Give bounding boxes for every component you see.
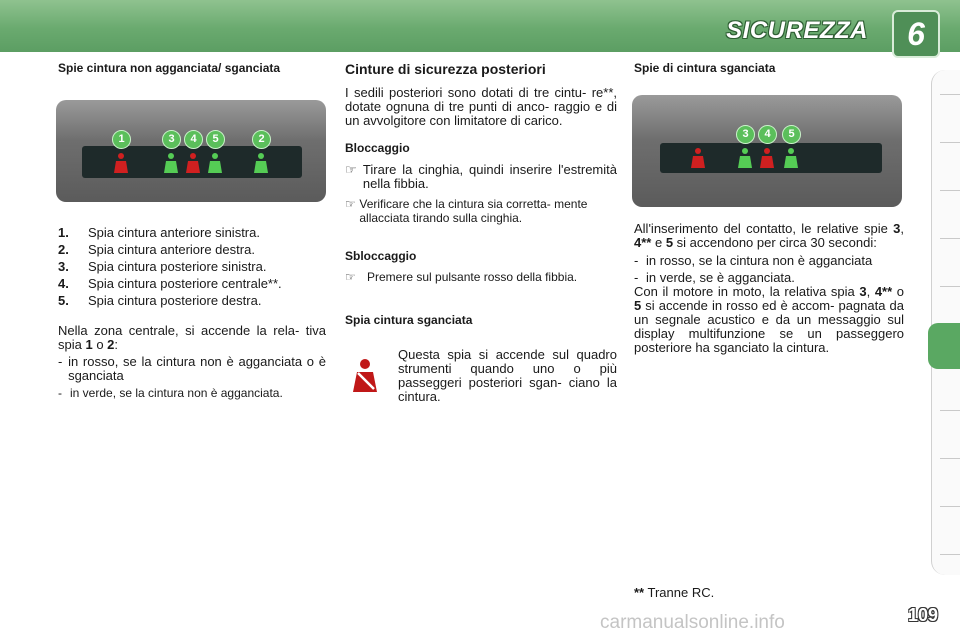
tab-divider <box>940 142 960 143</box>
right-text: All'inserimento del contatto, le relative spie 3, 4** e 5 si accendono per circa 30 secondi: - in rosso, se la cintura non è agganciata - in verde, se è agganciata. Con il motore in moto, la relativa spia 3, 4** o 5 si accende in rosso ed è accom- pagnata da un segnale acustico e da un messaggio sul display multifunzione se un passeggero posteriore ha sganciato la cintura. <box>634 221 904 355</box>
intro-paragraph: I sedili posteriori sono dotati di tre cintu- re**, dotate ognuna di tre punti di anco- raggio e di un avvolgitore con limitatore di carico. <box>345 85 617 128</box>
lamp-list <box>58 226 326 308</box>
left-paragraph: Nella zona centrale, si accende la rela- tiva spia 1 o 2: - in rosso, se la cintura non è agganciata o è sganciata - in verde, se la cintura non è agganciata. <box>58 323 326 400</box>
seatbelt-red-icon <box>759 147 775 169</box>
seatbelt-panel-right <box>632 95 902 207</box>
warning-lamp-heading: Spia cintura sganciata <box>345 313 473 327</box>
seatbelt-green-icon <box>207 152 223 174</box>
tab-divider <box>940 554 960 555</box>
tab-divider <box>940 94 960 95</box>
seatbelt-green-icon <box>737 147 753 169</box>
page-number: 109 <box>907 605 938 625</box>
tab-divider <box>940 410 960 411</box>
left-column <box>58 62 328 75</box>
tab-divider <box>940 458 960 459</box>
section-title: SICUREZZA <box>726 17 868 44</box>
lamp-number-badge: 4 <box>758 125 777 144</box>
bullet-item: ☞ Tirare la cinghia, quindi inserire l'estremità nella fibbia. <box>345 162 617 191</box>
middle-column <box>345 62 617 327</box>
middle-heading: Cinture di sicurezza posteriori <box>345 61 546 77</box>
seatbelt-green-icon <box>163 152 179 174</box>
tab-divider <box>940 190 960 191</box>
lamp-number-badge: 5 <box>782 125 801 144</box>
lamp-number-badge: 2 <box>252 130 271 149</box>
tab-divider <box>940 506 960 507</box>
dash-item: - in verde, se la cintura non è agganciata. <box>58 386 283 400</box>
dash-item: - in verde, se è agganciata. <box>634 270 795 285</box>
seatbelt-red-icon <box>113 152 129 174</box>
bullet-item: ☞ Verificare che la cintura sia corretta- mente allacciata tirando sulla cinghia. <box>345 197 588 225</box>
dash-item: - in rosso, se la cintura non è agganciata <box>634 253 873 268</box>
lamp-number-badge: 5 <box>206 130 225 149</box>
page-header <box>0 0 960 52</box>
seatbelt-green-icon <box>253 152 269 174</box>
tab-divider <box>940 286 960 287</box>
chapter-number: 6 <box>892 10 940 58</box>
list-item: 1. Spia cintura anteriore sinistra. <box>58 225 260 240</box>
unlock-heading: Sbloccaggio <box>345 249 417 263</box>
left-heading: Spie cintura non agganciata/ sganciata <box>58 61 281 75</box>
right-column <box>634 62 904 75</box>
chapter-tab-active[interactable] <box>928 323 960 369</box>
lock-heading: Bloccaggio <box>345 141 410 155</box>
right-heading: Spie di cintura sganciata <box>634 61 776 75</box>
tab-divider <box>940 238 960 239</box>
lamp-number-badge: 3 <box>162 130 181 149</box>
lamp-number-badge: 1 <box>112 130 131 149</box>
warning-lamp-text: Questa spia si accende sul quadro strumenti quando uno o più passeggeri posteriori sgan- ciano la cintura. <box>398 347 617 404</box>
seatbelt-warning-icon <box>350 356 380 396</box>
seatbelt-red-icon <box>185 152 201 174</box>
seatbelt-green-icon <box>783 147 799 169</box>
list-item: 5. Spia cintura posteriore destra. <box>58 293 262 308</box>
bullet-item: ☞ Premere sul pulsante rosso della fibbia. <box>345 270 578 284</box>
list-item: 2. Spia cintura anteriore destra. <box>58 242 255 257</box>
list-item: 4. Spia cintura posteriore centrale**. <box>58 276 282 291</box>
watermark: carmanualsonline.info <box>600 612 785 633</box>
seatbelt-panel-left <box>56 100 326 202</box>
lamp-number-badge: 4 <box>184 130 203 149</box>
lamp-number-badge: 3 <box>736 125 755 144</box>
footnote: ** Tranne RC. <box>634 585 715 600</box>
seatbelt-red-icon <box>690 147 706 169</box>
dash-item: - in rosso, se la cintura non è agganciata o è sganciata <box>58 354 326 383</box>
list-item: 3. Spia cintura posteriore sinistra. <box>58 259 267 274</box>
